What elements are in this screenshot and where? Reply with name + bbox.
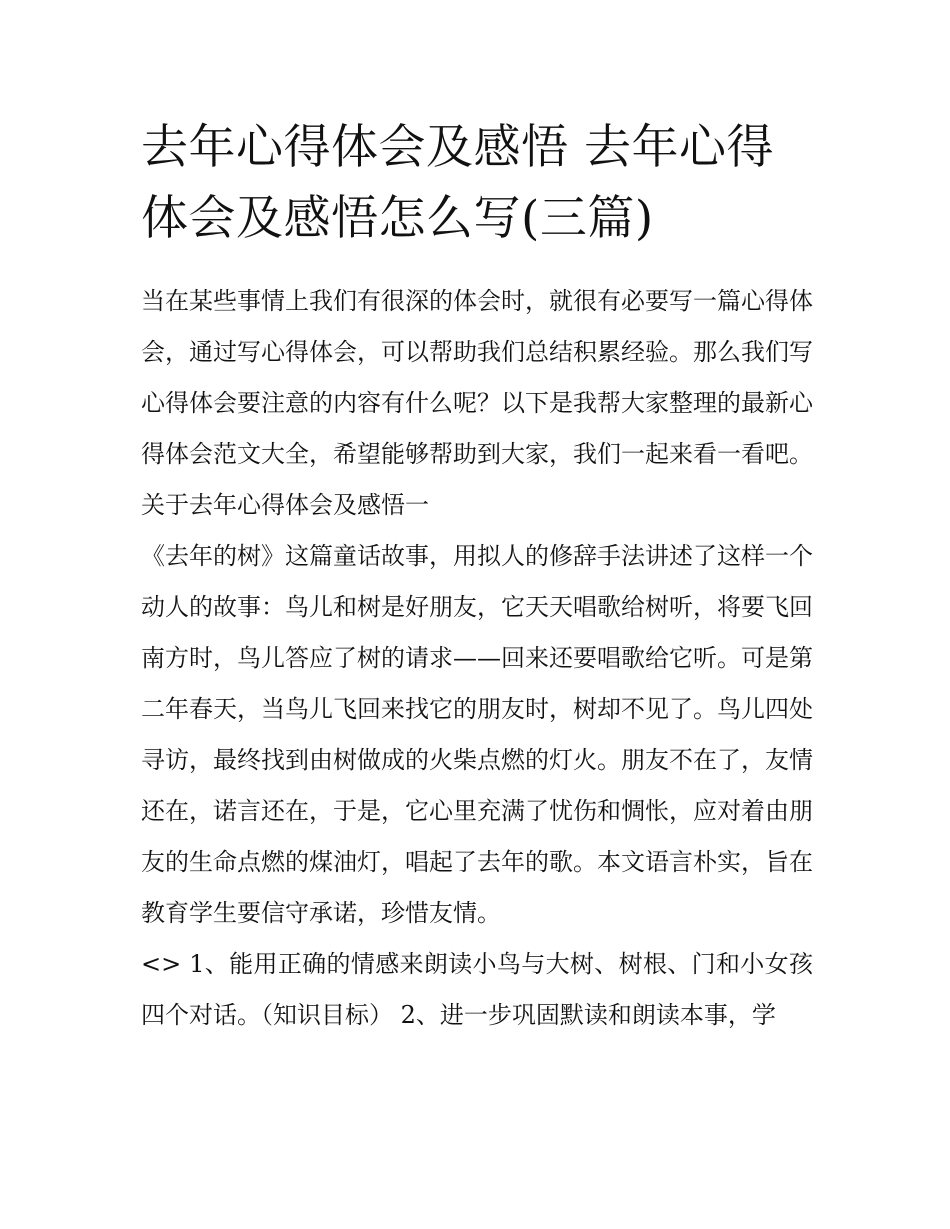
intro-paragraph: 当在某些事情上我们有很深的体会时，就很有必要写一篇心得体会，通过写心得体会，可以帮助我们总结积累经验。那么我们写心得体会要注意的内容有什么呢？以下是我帮大家整理的最新心得体会范文大全，希望能够帮助到大家，我们一起来看一看吧。 bbox=[141, 287, 813, 468]
document-page bbox=[141, 112, 813, 1041]
document-title: 去年心得体会及感悟 去年心得体会及感悟怎么写(三篇) bbox=[141, 120, 774, 246]
objectives-paragraph: <> 1、能用正确的情感来朗读小鸟与大树、树根、门和小女孩四个对话。（知识目标） 2、进一步巩固默读和朗读本事，学 bbox=[141, 950, 813, 1029]
document-body bbox=[141, 276, 813, 1041]
section-heading: 关于去年心得体会及感悟一 bbox=[141, 491, 429, 519]
story-paragraph: 《去年的树》这篇童话故事，用拟人的修辞手法讲述了这样一个动人的故事：鸟儿和树是好朋友，它天天唱歌给树听，将要飞回南方时，鸟儿答应了树的请求——回来还要唱歌给它听。可是第二年春天，当鸟儿飞回来找它的朋友时，树却不见了。鸟儿四处寻访，最终找到由树做成的火柴点燃的灯火。朋友不在了，友情还在，诺言还在，于是，它心里充满了忧伤和惆怅，应对着由朋友的生命点燃的煤油灯，唱起了去年的歌。本文语言朴实，旨在教育学生要信守承诺，珍惜友情。 bbox=[141, 542, 813, 927]
